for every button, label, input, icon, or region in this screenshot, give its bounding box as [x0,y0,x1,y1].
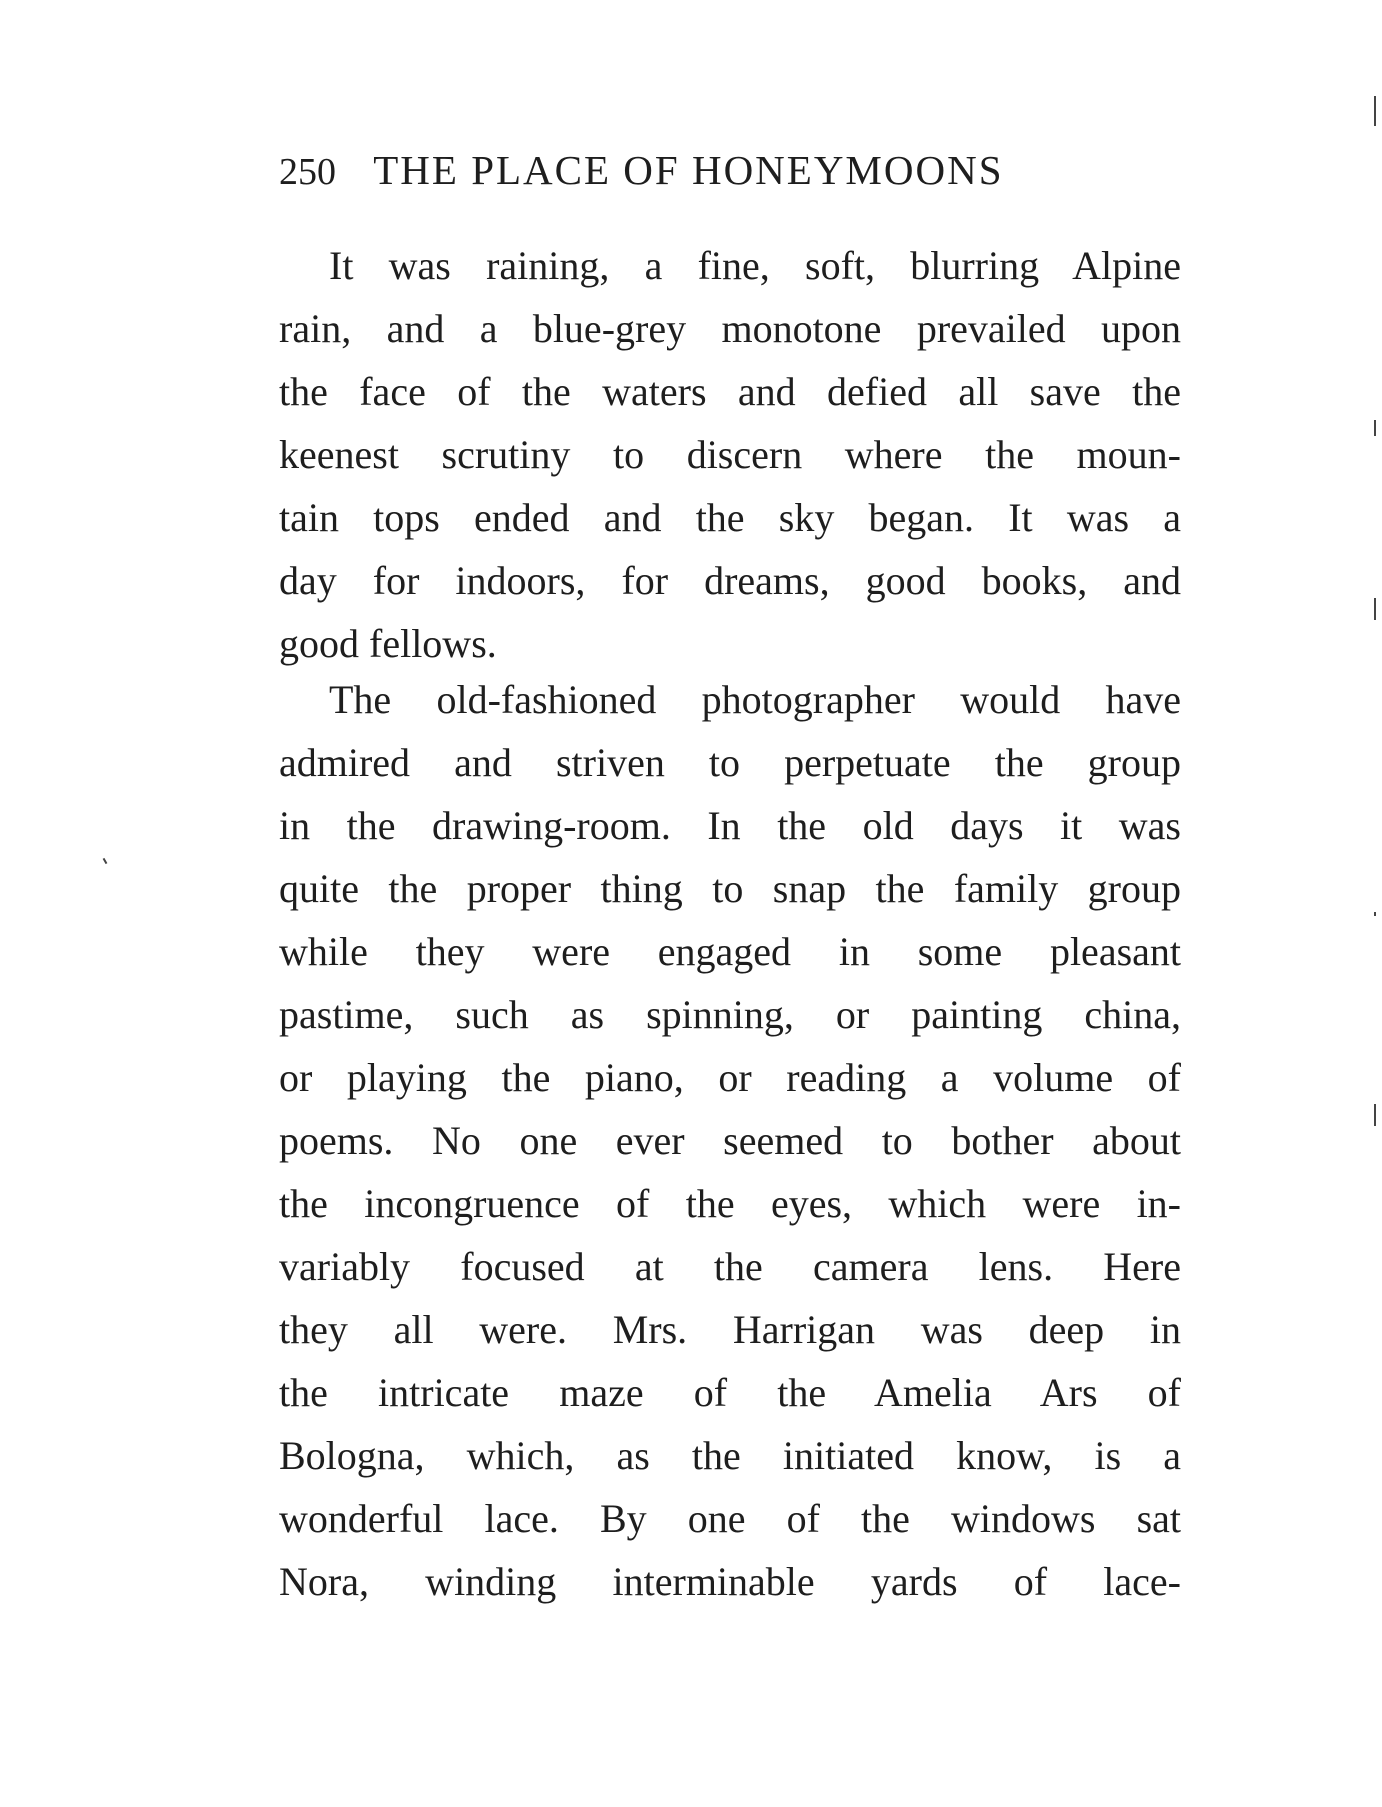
text-line: It was raining, a fine, soft, blurring Alpine [329,243,1181,288]
text-line: rain, and a blue-grey monotone prevailed upon [279,306,1181,351]
text-line: the incongruence of the eyes, which were in- [279,1181,1181,1226]
text-line: admired and striven to perpetuate the group [279,740,1181,785]
paragraph-2 [279,668,1181,1613]
scan-speck [1374,1104,1376,1126]
scan-speck [1374,598,1376,620]
text-line: pastime, such as spinning, or painting china, [279,992,1181,1037]
page-header [279,140,1179,200]
text-line: in the drawing-room. In the old days it was [279,803,1181,848]
text-line: while they were engaged in some pleasant [279,929,1181,974]
text-line: Nora, winding interminable yards of lace- [279,1559,1181,1604]
text-line: good fellows. [279,621,497,666]
text-line: Bologna, which, as the initiated know, is a [279,1433,1181,1478]
text-line: The old-fashioned photographer would have [329,677,1181,722]
text-line: the face of the waters and defied all save the [279,369,1181,414]
text-line: keenest scrutiny to discern where the moun- [279,432,1181,477]
scan-speck [1374,912,1376,916]
scan-speck [1374,420,1376,436]
paragraph-1 [279,234,1181,675]
text-line: or playing the piano, or reading a volume of [279,1055,1181,1100]
text-line: variably focused at the camera lens. Here [279,1244,1181,1289]
text-line: they all were. Mrs. Harrigan was deep in [279,1307,1181,1352]
text-line: the intricate maze of the Amelia Ars of [279,1370,1181,1415]
text-line: tain tops ended and the sky began. It was a [279,495,1181,540]
running-title: THE PLACE OF HONEYMOONS [373,147,1004,193]
text-line: quite the proper thing to snap the family group [279,866,1181,911]
text-line: poems. No one ever seemed to bother about [279,1118,1181,1163]
scan-speck [1374,96,1376,126]
page-number: 250 [279,151,336,193]
text-line: day for indoors, for dreams, good books, and [279,558,1181,603]
scan-speck [103,858,108,864]
text-line: wonderful lace. By one of the windows sat [279,1496,1181,1541]
